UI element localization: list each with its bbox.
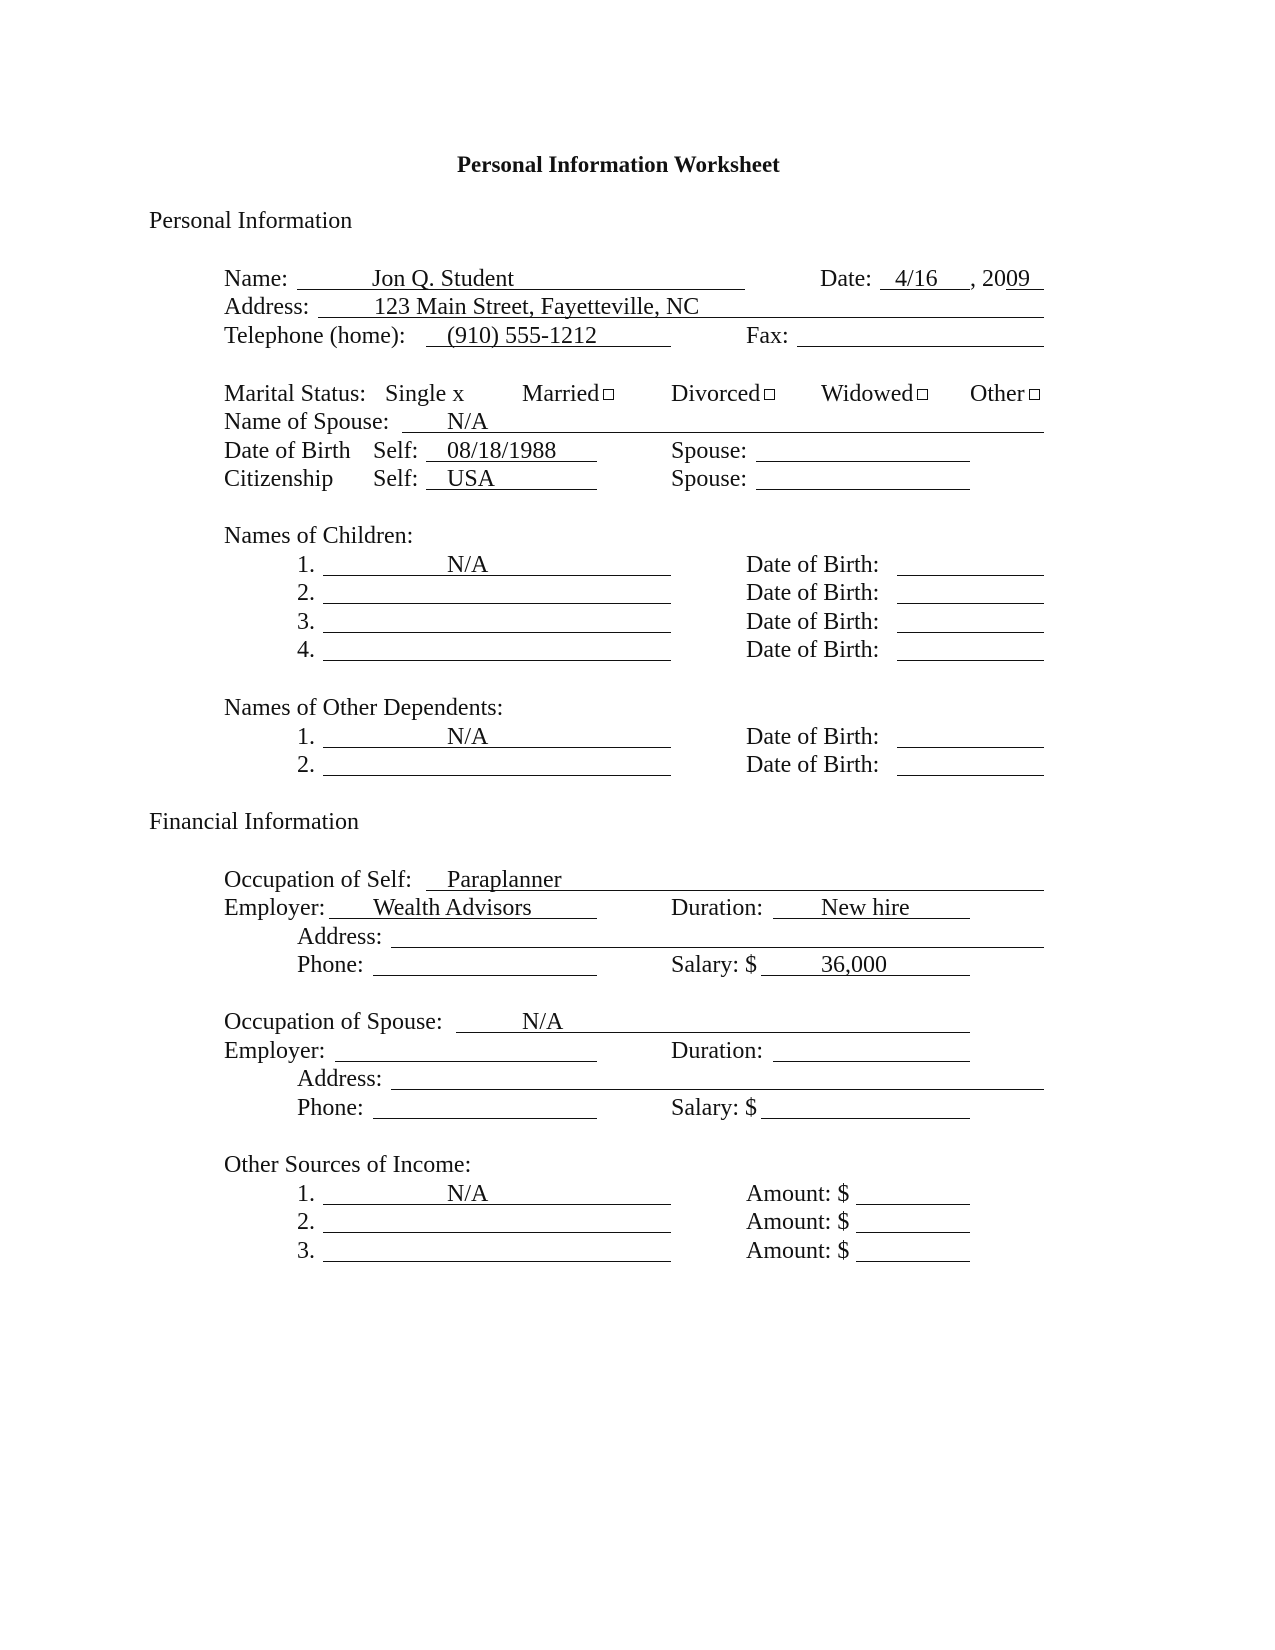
child-name-value: N/A xyxy=(447,552,489,578)
citizenship-self-label: Self: xyxy=(373,466,419,492)
salary-spouse-label: Salary: $ xyxy=(671,1095,757,1121)
marital-other-option[interactable] xyxy=(970,382,1040,406)
salary-spouse-field[interactable] xyxy=(761,1118,970,1119)
child-number: 3. xyxy=(297,609,315,635)
marital-other-label: Other xyxy=(970,381,1025,407)
dob-spouse-label: Spouse: xyxy=(671,438,748,464)
income-amount-field[interactable] xyxy=(856,1204,970,1205)
employer-spouse-field[interactable] xyxy=(335,1061,597,1062)
date-label: Date: xyxy=(820,266,872,292)
occupation-spouse-value: N/A xyxy=(522,1009,564,1035)
dob-label: Date of Birth xyxy=(224,438,351,464)
marital-married-option[interactable] xyxy=(522,382,614,406)
children-heading: Names of Children: xyxy=(224,523,414,549)
marital-single-label: Single x xyxy=(385,381,465,407)
dependent-number: 1. xyxy=(297,724,315,750)
address-label: Address: xyxy=(224,294,310,320)
telephone-value: (910) 555-1212 xyxy=(447,323,597,349)
child-dob-field[interactable] xyxy=(897,632,1044,633)
marital-married-label: Married xyxy=(522,381,600,407)
telephone-label: Telephone (home): xyxy=(224,323,406,349)
occupation-self-label: Occupation of Self: xyxy=(224,867,412,893)
fax-label: Fax: xyxy=(746,323,789,349)
income-amount-label: Amount: $ xyxy=(746,1209,850,1235)
child-dob-field[interactable] xyxy=(897,603,1044,604)
dependent-dob-field[interactable] xyxy=(897,747,1044,748)
dependent-dob-label: Date of Birth: xyxy=(746,752,880,778)
marital-widowed-option[interactable] xyxy=(821,382,928,406)
income-source-field[interactable] xyxy=(323,1204,671,1205)
employer-spouse-phone-label: Phone: xyxy=(297,1095,364,1121)
duration-spouse-label: Duration: xyxy=(671,1038,763,1064)
citizenship-spouse-label: Spouse: xyxy=(671,466,748,492)
dependent-dob-label: Date of Birth: xyxy=(746,724,880,750)
child-name-field[interactable] xyxy=(323,660,671,661)
child-dob-field[interactable] xyxy=(897,660,1044,661)
employer-spouse-phone-field[interactable] xyxy=(373,1118,597,1119)
occupation-self-value: Paraplanner xyxy=(447,867,562,893)
employer-self-phone-field[interactable] xyxy=(373,975,597,976)
checkbox-divorced-icon[interactable] xyxy=(764,389,775,400)
marital-divorced-option[interactable] xyxy=(671,382,775,406)
marital-single-option[interactable] xyxy=(385,382,464,406)
checkbox-married-icon[interactable] xyxy=(603,389,614,400)
citizenship-self-value: USA xyxy=(447,466,496,492)
spouse-name-field[interactable] xyxy=(402,432,1044,433)
citizenship-spouse-field[interactable] xyxy=(756,489,970,490)
salary-self-label: Salary: $ xyxy=(671,952,757,978)
employer-self-address-label: Address: xyxy=(297,924,383,950)
dependent-number: 2. xyxy=(297,752,315,778)
employer-spouse-label: Employer: xyxy=(224,1038,326,1064)
income-amount-label: Amount: $ xyxy=(746,1181,850,1207)
child-name-field[interactable] xyxy=(323,575,671,576)
checkbox-widowed-icon[interactable] xyxy=(917,389,928,400)
income-source-value: N/A xyxy=(447,1181,489,1207)
employer-self-phone-label: Phone: xyxy=(297,952,364,978)
income-number: 2. xyxy=(297,1209,315,1235)
child-dob-label: Date of Birth: xyxy=(746,609,880,635)
duration-self-value: New hire xyxy=(821,895,910,921)
name-label: Name: xyxy=(224,266,288,292)
dob-spouse-field[interactable] xyxy=(756,461,970,462)
duration-spouse-field[interactable] xyxy=(773,1061,970,1062)
occupation-spouse-label: Occupation of Spouse: xyxy=(224,1009,443,1035)
child-name-field[interactable] xyxy=(323,632,671,633)
employer-self-label: Employer: xyxy=(224,895,326,921)
date-value: 4/16 xyxy=(895,266,938,292)
spouse-name-label: Name of Spouse: xyxy=(224,409,390,435)
marital-divorced-label: Divorced xyxy=(671,381,761,407)
name-field[interactable] xyxy=(297,289,745,290)
date-year: , 2009 xyxy=(970,266,1030,292)
child-name-field[interactable] xyxy=(323,603,671,604)
dependent-name-field[interactable] xyxy=(323,747,671,748)
child-number: 4. xyxy=(297,637,315,663)
employer-self-value: Wealth Advisors xyxy=(373,895,532,921)
salary-self-value: 36,000 xyxy=(821,952,887,978)
child-dob-label: Date of Birth: xyxy=(746,552,880,578)
name-value: Jon Q. Student xyxy=(372,266,515,292)
dob-self-value: 08/18/1988 xyxy=(447,438,557,464)
dependent-name-field[interactable] xyxy=(323,775,671,776)
income-amount-label: Amount: $ xyxy=(746,1238,850,1264)
dependent-name-value: N/A xyxy=(447,724,489,750)
section-heading-personal: Personal Information xyxy=(149,208,353,234)
income-source-field[interactable] xyxy=(323,1261,671,1262)
child-dob-field[interactable] xyxy=(897,575,1044,576)
child-number: 1. xyxy=(297,552,315,578)
other-income-heading: Other Sources of Income: xyxy=(224,1152,472,1178)
section-heading-financial: Financial Information xyxy=(149,809,359,835)
checkbox-other-icon[interactable] xyxy=(1029,389,1040,400)
child-number: 2. xyxy=(297,580,315,606)
income-number: 3. xyxy=(297,1238,315,1264)
employer-self-address-field[interactable] xyxy=(391,947,1044,948)
citizenship-label: Citizenship xyxy=(224,466,334,492)
employer-spouse-address-label: Address: xyxy=(297,1066,383,1092)
income-number: 1. xyxy=(297,1181,315,1207)
address-value: 123 Main Street, Fayetteville, NC xyxy=(374,294,700,320)
dependents-heading: Names of Other Dependents: xyxy=(224,695,504,721)
child-dob-label: Date of Birth: xyxy=(746,637,880,663)
dob-self-label: Self: xyxy=(373,438,419,464)
fax-field[interactable] xyxy=(797,346,1044,347)
employer-spouse-address-field[interactable] xyxy=(391,1089,1044,1090)
duration-self-label: Duration: xyxy=(671,895,763,921)
date-year-underline xyxy=(1006,289,1044,290)
marital-widowed-label: Widowed xyxy=(821,381,914,407)
income-amount-field[interactable] xyxy=(856,1232,970,1233)
page-title: Personal Information Worksheet xyxy=(457,152,780,177)
income-amount-field[interactable] xyxy=(856,1261,970,1262)
dependent-dob-field[interactable] xyxy=(897,775,1044,776)
income-source-field[interactable] xyxy=(323,1232,671,1233)
spouse-name-value: N/A xyxy=(447,409,489,435)
marital-status-label: Marital Status: xyxy=(224,381,366,407)
child-dob-label: Date of Birth: xyxy=(746,580,880,606)
